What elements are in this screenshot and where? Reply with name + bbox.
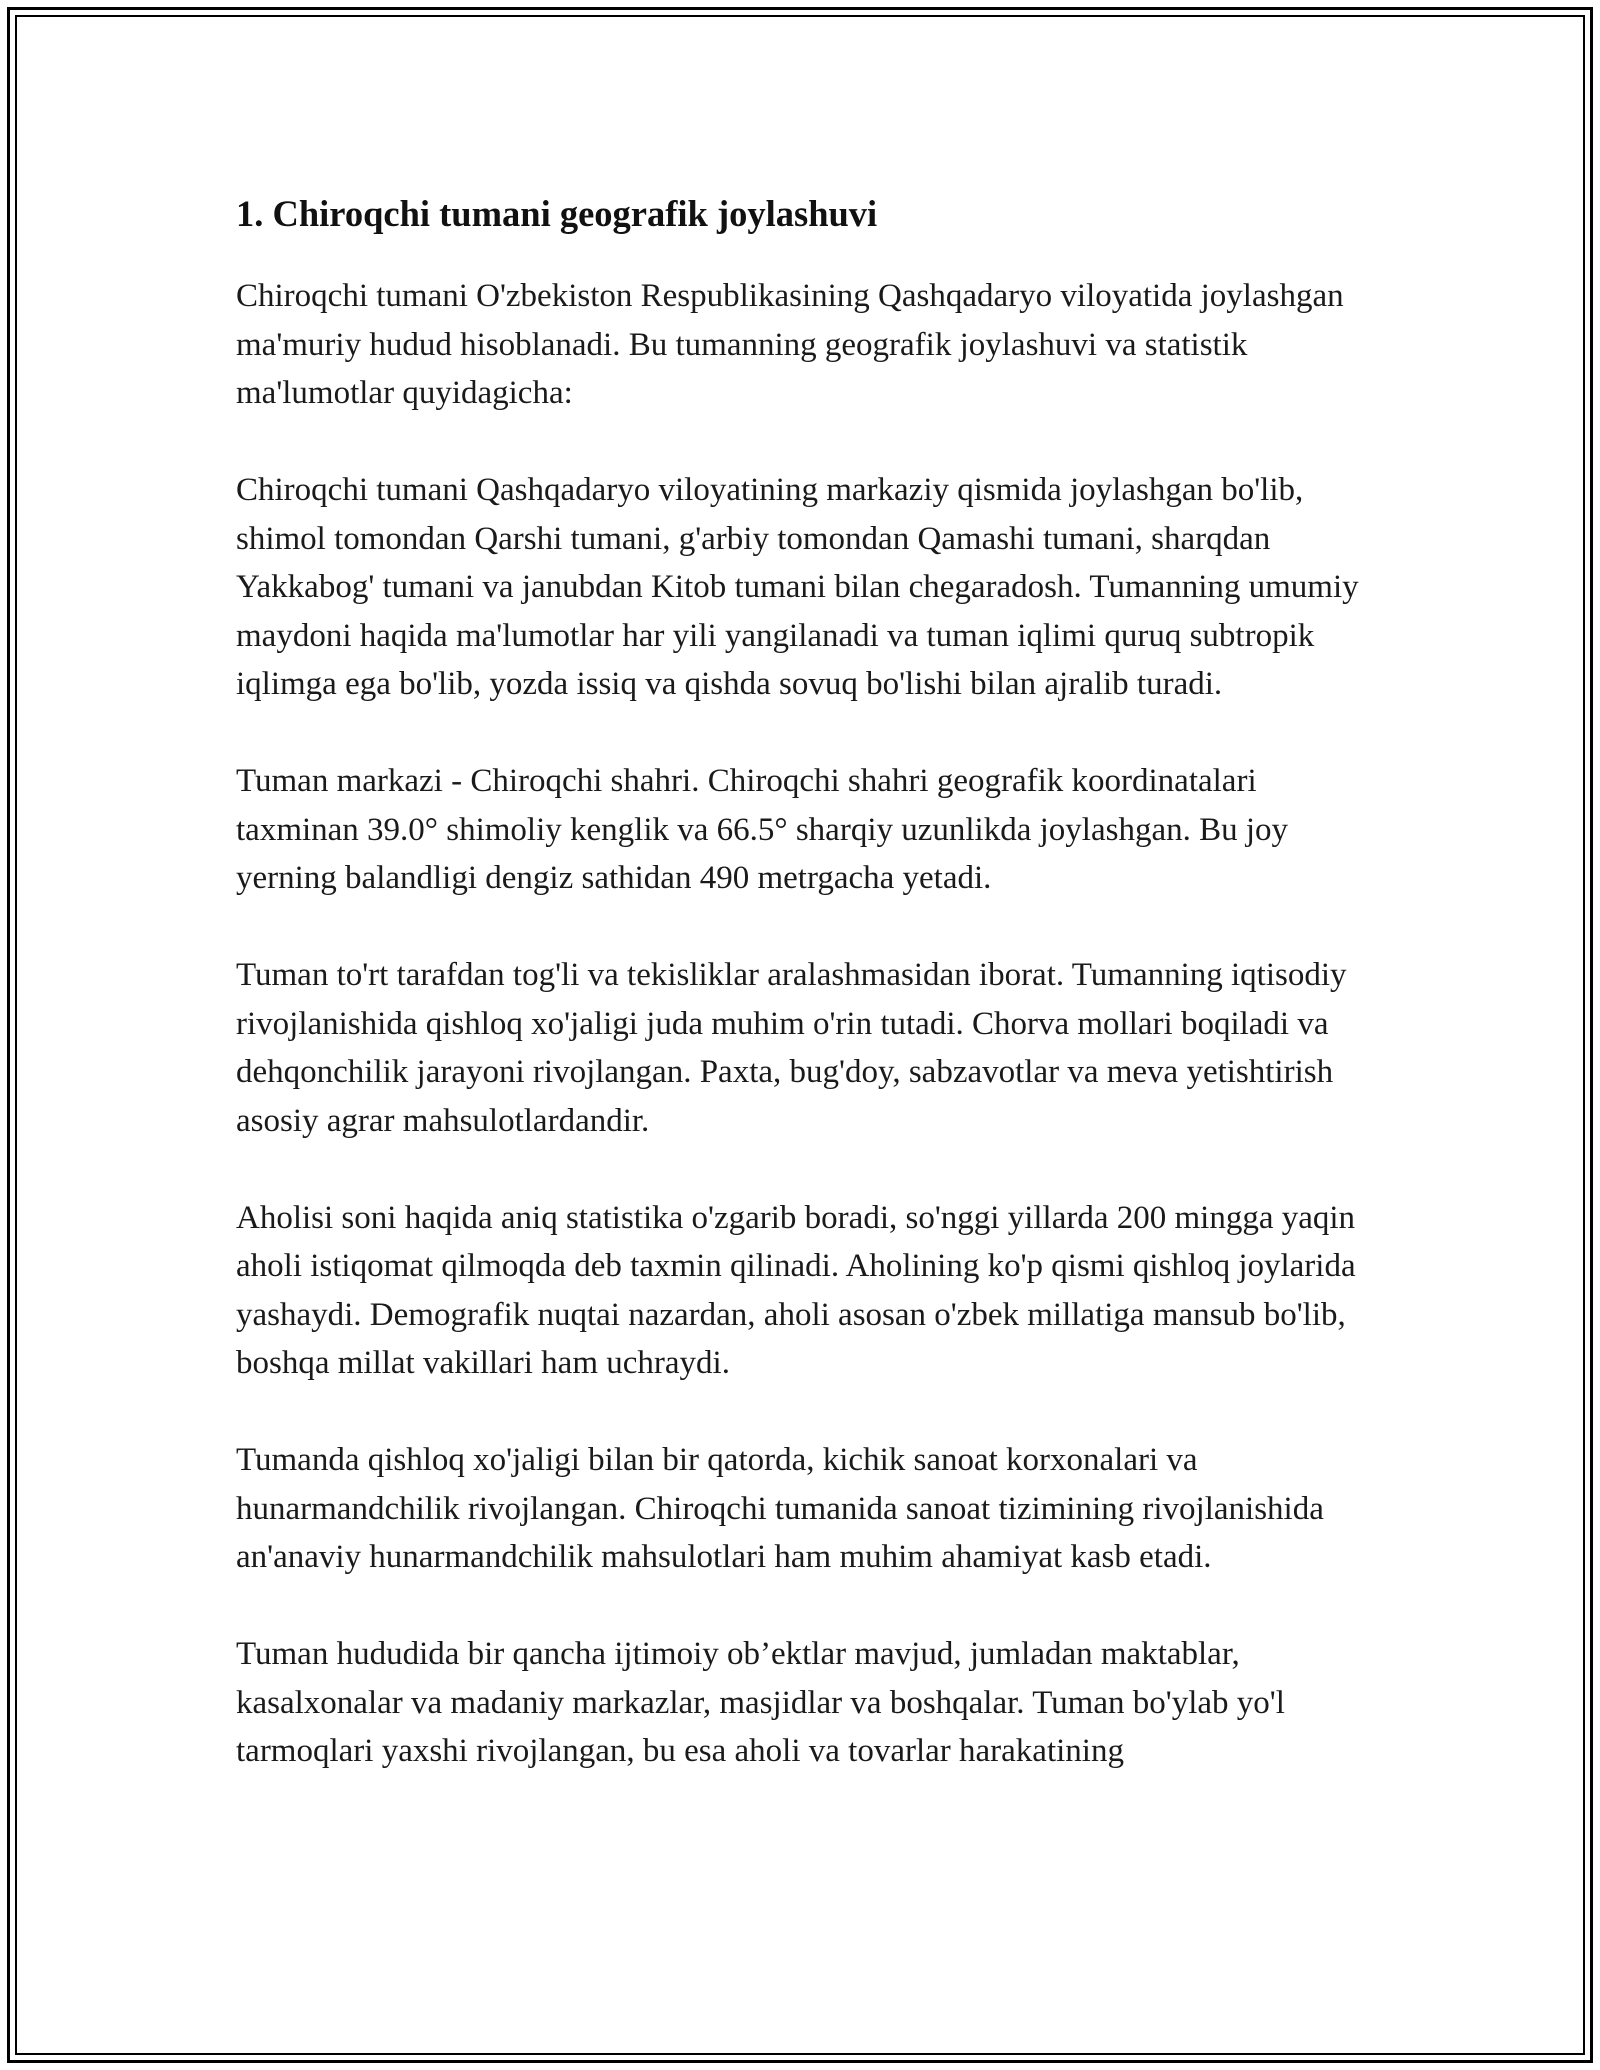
document-body xyxy=(236,184,1376,1824)
paragraph-infrastructure: Tuman hududida bir qancha ijtimoiy ob’ektlar mavjud, jumladan maktablar, kasalxonalar va madaniy markazlar, masjidlar va boshqalar. Tuman bo'ylab yo'l tarmoqlari yaxshi rivojlangan, bu esa aholi va tovarlar harakatining xyxy=(236,1636,1285,1769)
paragraph-intro: Chiroqchi tumani O'zbekiston Respublikasining Qashqadaryo viloyatida joylashgan ma'muriy hudud hisoblanadi. Bu tumanning geografik joylashuvi va statistik ma'lumotlar quyidagicha: xyxy=(236,278,1344,411)
paragraph-center: Tuman markazi - Chiroqchi shahri. Chiroqchi shahri geografik koordinatalari taxminan 39.0° shimoliy kenglik va 66.5° sharqiy uzunlikda joylashgan. Bu joy yerning balandligi dengiz sathidan 490 metrgacha yetadi. xyxy=(236,763,1289,896)
paragraph-location: Chiroqchi tumani Qashqadaryo viloyatining markaziy qismida joylashgan bo'lib, shimol tomondan Qarshi tumani, g'arbiy tomondan Qamashi tumani, sharqdan Yakkabog' tumani va janubdan Kitob tumani bilan chegaradosh. Tumanning umumiy maydoni haqida ma'lumotlar har yili yangilanadi va tuman iqlimi quruq subtropik iqlimga ega bo'lib, yozda issiq va qishda sovuq bo'lishi bilan ajralib turadi. xyxy=(236,472,1359,702)
paragraph-terrain: Tuman to'rt tarafdan tog'li va tekisliklar aralashmasidan iborat. Tumanning iqtisodiy rivojlanishida qishloq xo'jaligi juda muhim o'rin tutadi. Chorva mollari boqiladi va dehqonchilik jarayoni rivojlangan. Paxta, bug'doy, sabzavotlar va meva yetishtirish asosiy agrar mahsulotlardandir. xyxy=(236,957,1347,1139)
paragraph-industry: Tumanda qishloq xo'jaligi bilan bir qatorda, kichik sanoat korxonalari va hunarmandchilik rivojlangan. Chiroqchi tumanida sanoat tizimining rivojlanishida an'anaviy hunarmandchilik mahsulotlari ham muhim ahamiyat kasb etadi. xyxy=(236,1442,1324,1575)
paragraph-population: Aholisi soni haqida aniq statistika o'zgarib boradi, so'nggi yillarda 200 mingga yaqin aholi istiqomat qilmoqda deb taxmin qilinadi. Aholining ko'p qismi qishloq joylarida yashaydi. Demografik nuqtai nazardan, aholi asosan o'zbek millatiga mansub bo'lib, boshqa millat vakillari ham uchraydi. xyxy=(236,1199,1356,1381)
section-heading: 1. Chiroqchi tumani geografik joylashuvi xyxy=(236,193,878,234)
